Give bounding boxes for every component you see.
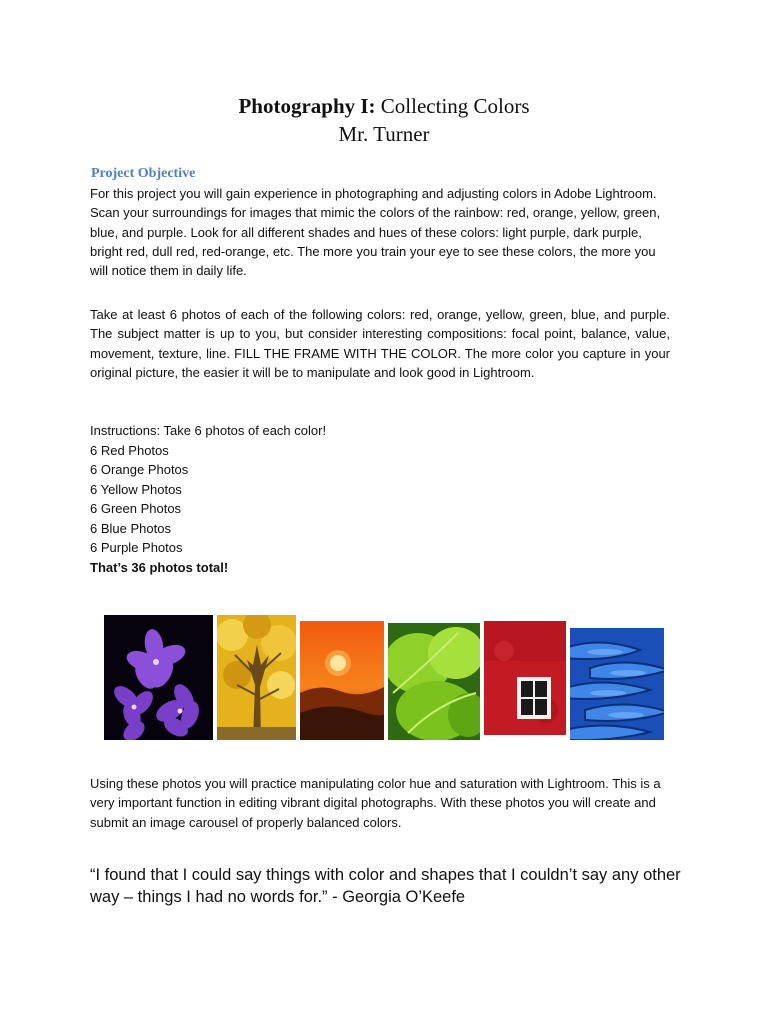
list-item: 6 Blue Photos [90,520,171,536]
photo-red-wall-window [484,621,566,735]
list-item: 6 Red Photos [90,442,169,458]
teacher-name: Mr. Turner [338,122,430,146]
practice-paragraph: Using these photos you will practice manipulating color hue and saturation with Lightroom. This is a very important function in editing vibrant digital photographs. With these photos you will create and submit an image carousel of properly balanced colors. [90,776,661,830]
instructions-intro: Instructions: Take 6 photos of each color! [90,423,327,438]
assignment-paragraph: Take at least 6 photos of each of the following colors: red, orange, yellow, green, blue, and purple. The subject matter is up to you, but consider interesting compositions: focal point, balance, value, movement, texture, line. FILL THE FRAME WITH THE COLOR. The more color you capture in your original picture, the easier it will be to manipulate and look good in Lightroom. [90,307,670,380]
list-item: 6 Orange Photos [90,462,189,477]
photo-purple-flowers [104,615,213,740]
instructions-list [90,421,326,577]
photo-orange-sunset [300,621,384,740]
photo-blue-boats [570,628,664,740]
list-item: 6 Purple Photos [90,540,183,555]
photo-yellow-tree [217,615,296,740]
section-heading-objective: Project Objective [91,166,196,181]
photo-green-leaves [388,623,480,740]
title-rest: Collecting Colors [375,94,530,118]
page-title [0,92,768,120]
list-item: 6 Yellow Photos [90,481,182,497]
instructions-total: That’s 36 photos total! [90,559,229,575]
objective-paragraph: For this project you will gain experience in photographing and adjusting colors in Adobe Lightroom. Scan your surroundings for images that mimic the colors of the rainbow: red, orange, yellow, green, blue, and purple. Look for all different shades and hues of these colors: light purple, dark purple, bright red, dull red, red-orange, etc. The more you train your eye to see these colors, the more you will notice them in daily life. [90,186,661,279]
title-bold: Photography I: [238,94,376,118]
list-item: 6 Green Photos [90,501,182,516]
quote: “I found that I could say things with color and shapes that I couldn’t say any other way – things I had no words for.” - Georgia O’Keefe [90,866,681,906]
